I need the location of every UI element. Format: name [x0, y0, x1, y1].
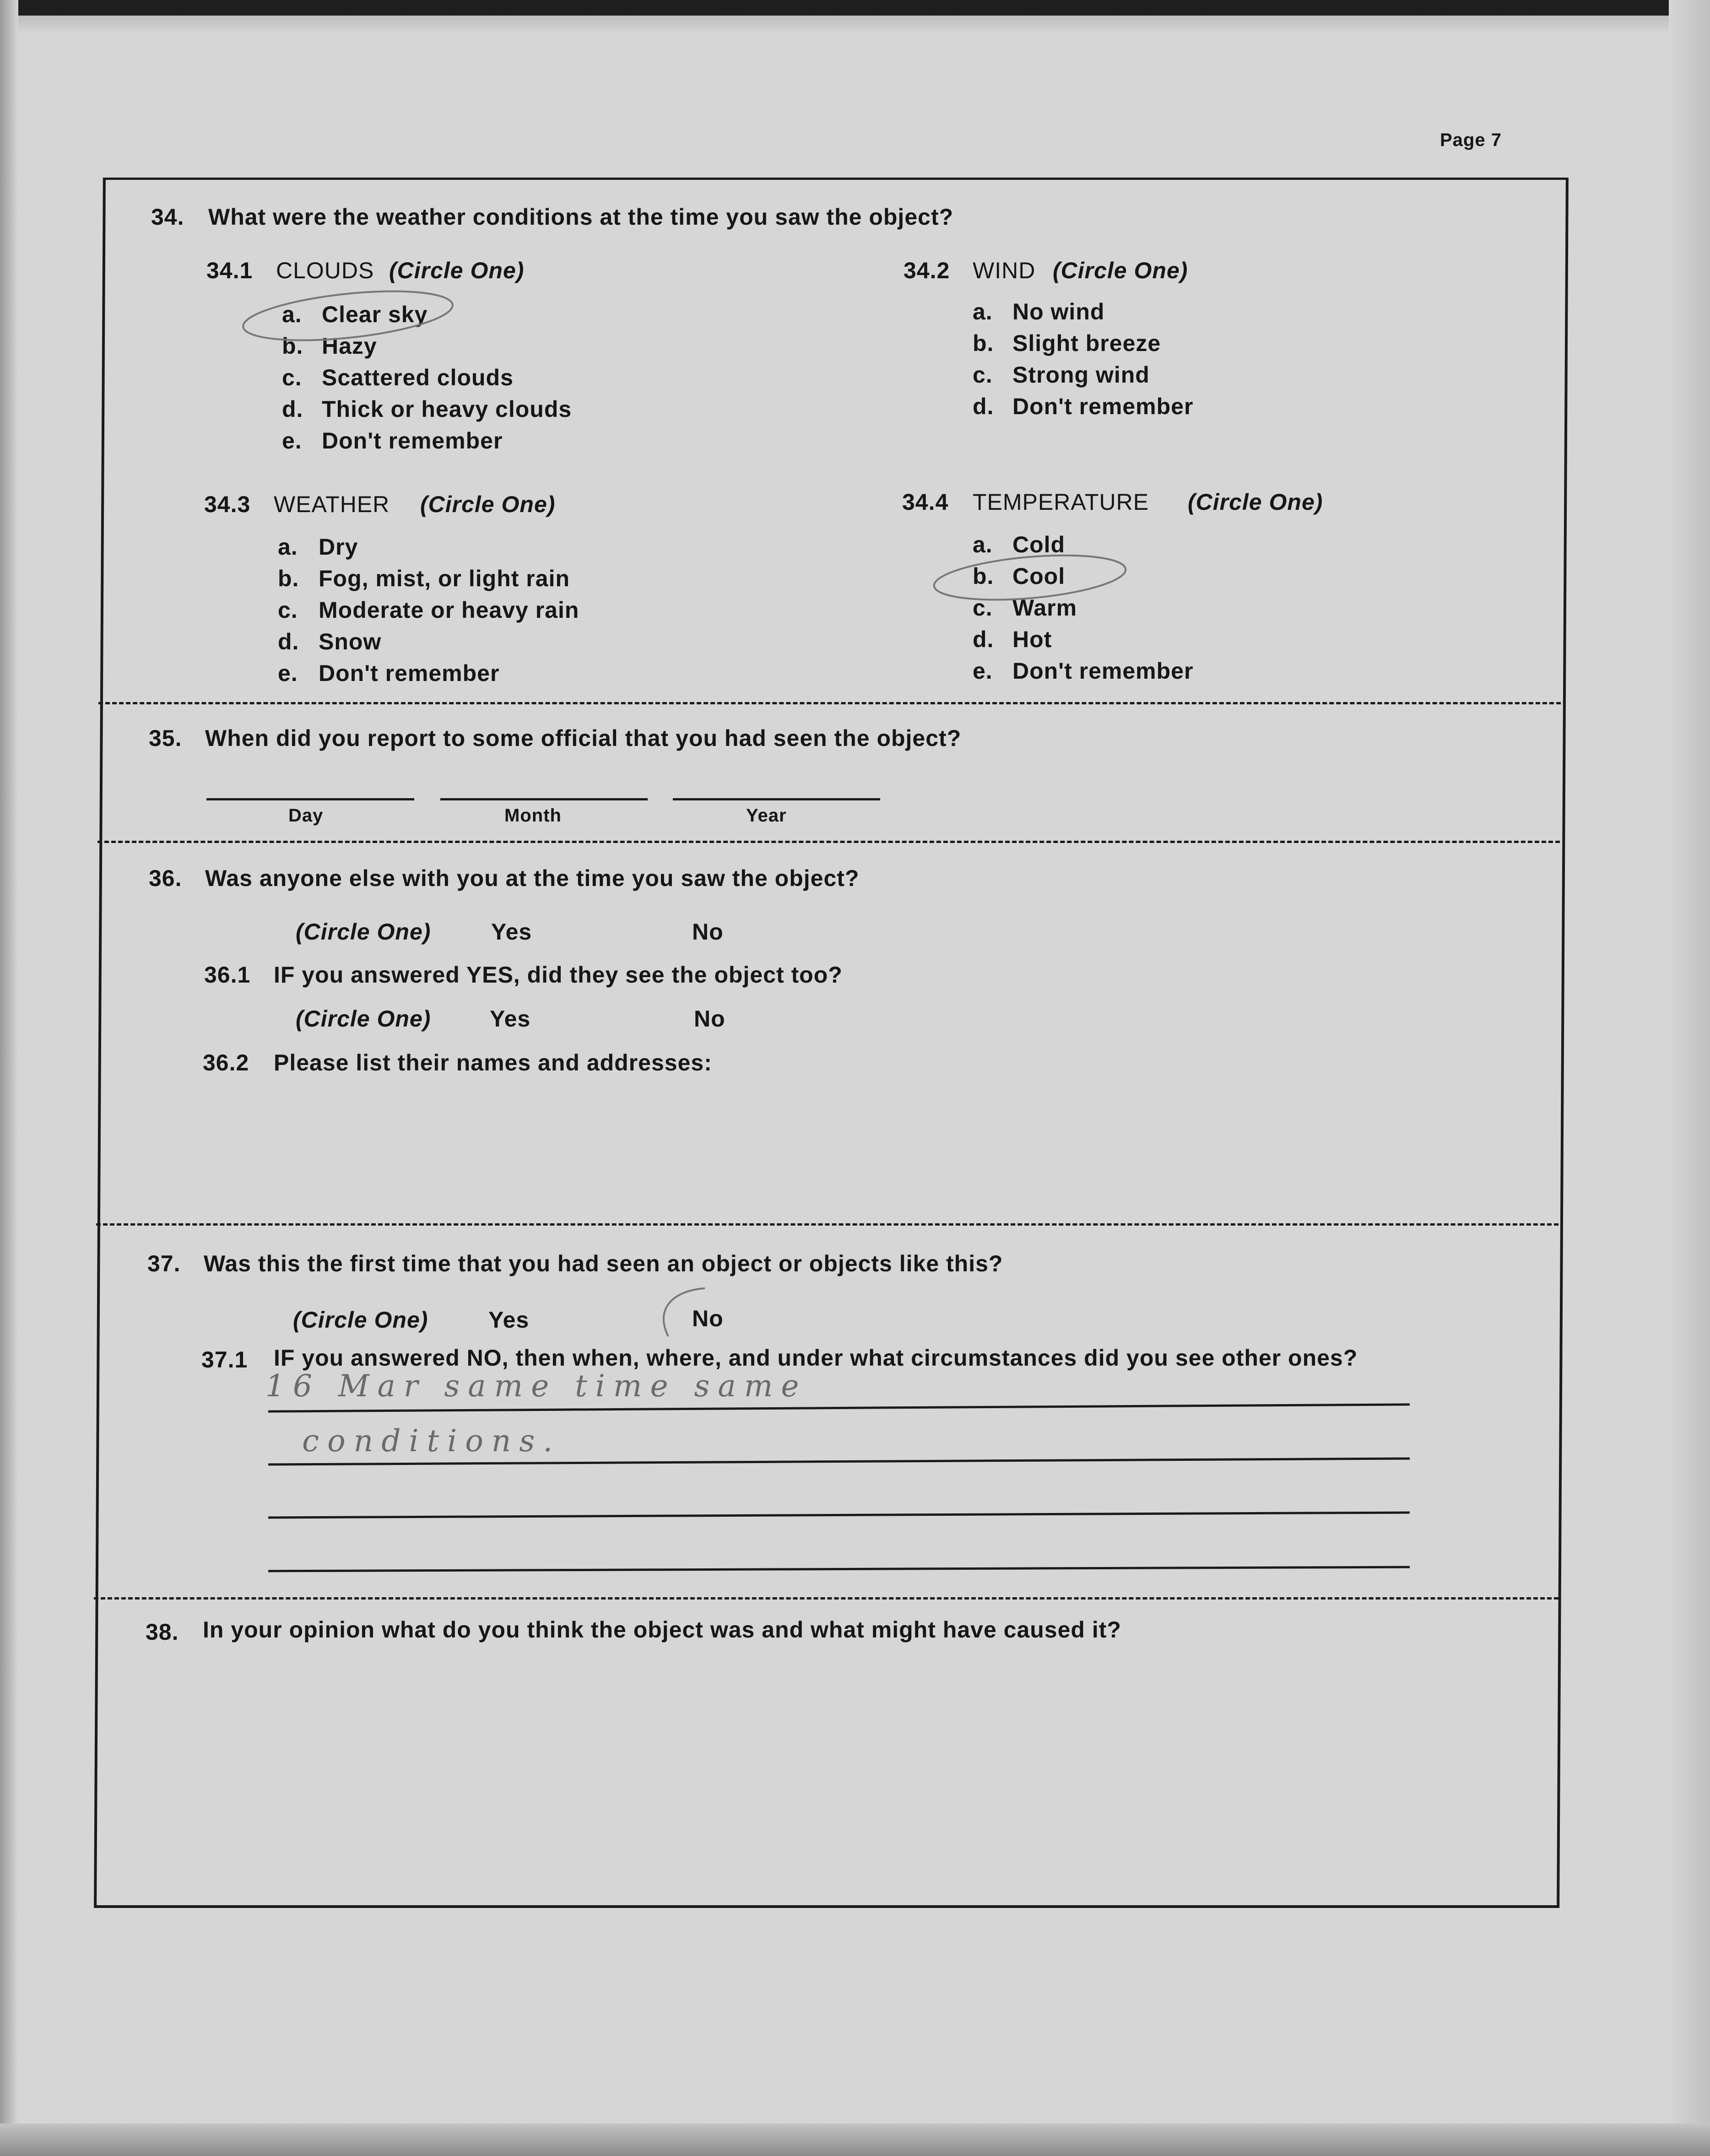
question-text: IF you answered NO, then when, where, and under what circumstances did you see other ones? [274, 1345, 1358, 1371]
page-number: Page 7 [1440, 130, 1502, 150]
option-text: Don't remember [322, 428, 503, 454]
option-text: Moderate or heavy rain [319, 597, 579, 623]
option-text: Hot [1012, 627, 1052, 652]
question-text: Please list their names and addresses: [274, 1050, 712, 1075]
option-letter: d. [282, 396, 303, 422]
no-option[interactable]: No [692, 919, 724, 945]
section-title: WIND [973, 258, 1036, 283]
circle-mark-clear-sky [241, 283, 455, 349]
option-letter: b. [282, 333, 303, 359]
section-number: 34.4 [902, 489, 949, 515]
option-text: Cold [1012, 532, 1066, 557]
option-letter: a. [278, 534, 298, 560]
option-text: Hazy [322, 333, 377, 359]
question-number: 38. [146, 1619, 179, 1645]
option-text: Snow [319, 629, 382, 654]
section-number: 34.2 [904, 258, 950, 283]
section-number: 36.2 [203, 1050, 249, 1075]
section-number: 34.1 [206, 258, 253, 283]
option-letter: a. [973, 532, 993, 557]
instruction: (Circle One) [1188, 489, 1323, 515]
option-text: Don't remember [1012, 394, 1194, 419]
question-text: In your opinion what do you think the object was and what might have caused it? [203, 1617, 1121, 1643]
question-text: Was anyone else with you at the time you saw the object? [205, 865, 860, 891]
yes-option[interactable]: Yes [488, 1307, 530, 1333]
section-number: 36.1 [204, 962, 251, 988]
question-number: 34. [151, 204, 184, 230]
option-letter: c. [282, 365, 302, 390]
circle-mark-no [664, 1288, 705, 1336]
option-text: Thick or heavy clouds [322, 396, 572, 422]
option-text: Don't remember [319, 660, 500, 686]
option-text: Fog, mist, or light rain [319, 566, 570, 591]
year-label: Year [746, 805, 787, 826]
instruction: (Circle One) [293, 1307, 428, 1333]
option-text: Clear sky [322, 302, 428, 327]
instruction: (Circle One) [296, 1006, 431, 1032]
section-title: WEATHER [274, 492, 390, 517]
option-letter: b. [278, 566, 299, 591]
option-text: Dry [319, 534, 358, 560]
option-letter: a. [282, 302, 302, 327]
handwritten-answer: 16 Mar same time same [265, 1368, 807, 1404]
day-label: Day [288, 805, 324, 826]
instruction: (Circle One) [296, 919, 431, 945]
question-text: IF you answered YES, did they see the object too? [274, 962, 843, 988]
handwritten-answer: conditions. [302, 1423, 561, 1459]
question-number: 37. [147, 1251, 181, 1276]
option-text: Cool [1012, 563, 1066, 589]
option-text: Warm [1012, 595, 1077, 621]
section-title: CLOUDS [276, 258, 374, 283]
option-letter: d. [973, 627, 994, 652]
option-letter: e. [973, 658, 993, 684]
yes-option[interactable]: Yes [490, 1006, 531, 1032]
no-option[interactable]: No [692, 1306, 724, 1331]
option-letter: e. [282, 428, 302, 454]
option-letter: c. [973, 362, 993, 388]
option-text: Slight breeze [1012, 330, 1161, 356]
instruction: (Circle One) [1053, 258, 1188, 283]
no-option[interactable]: No [694, 1006, 725, 1032]
option-letter: e. [278, 660, 298, 686]
question-text: Was this the first time that you had seen an object or objects like this? [204, 1251, 1003, 1276]
option-letter: d. [278, 629, 299, 654]
option-letter: b. [973, 563, 994, 589]
option-letter: a. [973, 299, 993, 324]
option-letter: c. [278, 597, 298, 623]
section-title: TEMPERATURE [973, 489, 1149, 515]
yes-option[interactable]: Yes [491, 919, 532, 945]
option-text: Scattered clouds [322, 365, 514, 390]
question-text: When did you report to some official that you had seen the object? [205, 725, 962, 751]
instruction: (Circle One) [420, 492, 556, 517]
option-letter: d. [973, 394, 994, 419]
circle-mark-cool [932, 549, 1127, 606]
question-text: What were the weather conditions at the time you saw the object? [208, 204, 954, 230]
month-label: Month [504, 805, 562, 826]
option-letter: b. [973, 330, 994, 356]
option-text: Don't remember [1012, 658, 1194, 684]
question-number: 35. [149, 725, 182, 751]
question-number: 36. [149, 865, 182, 891]
section-number: 34.3 [204, 492, 251, 517]
section-number: 37.1 [201, 1347, 248, 1372]
instruction: (Circle One) [389, 258, 525, 283]
option-text: Strong wind [1012, 362, 1150, 388]
option-text: No wind [1012, 299, 1105, 324]
option-letter: c. [973, 595, 993, 621]
